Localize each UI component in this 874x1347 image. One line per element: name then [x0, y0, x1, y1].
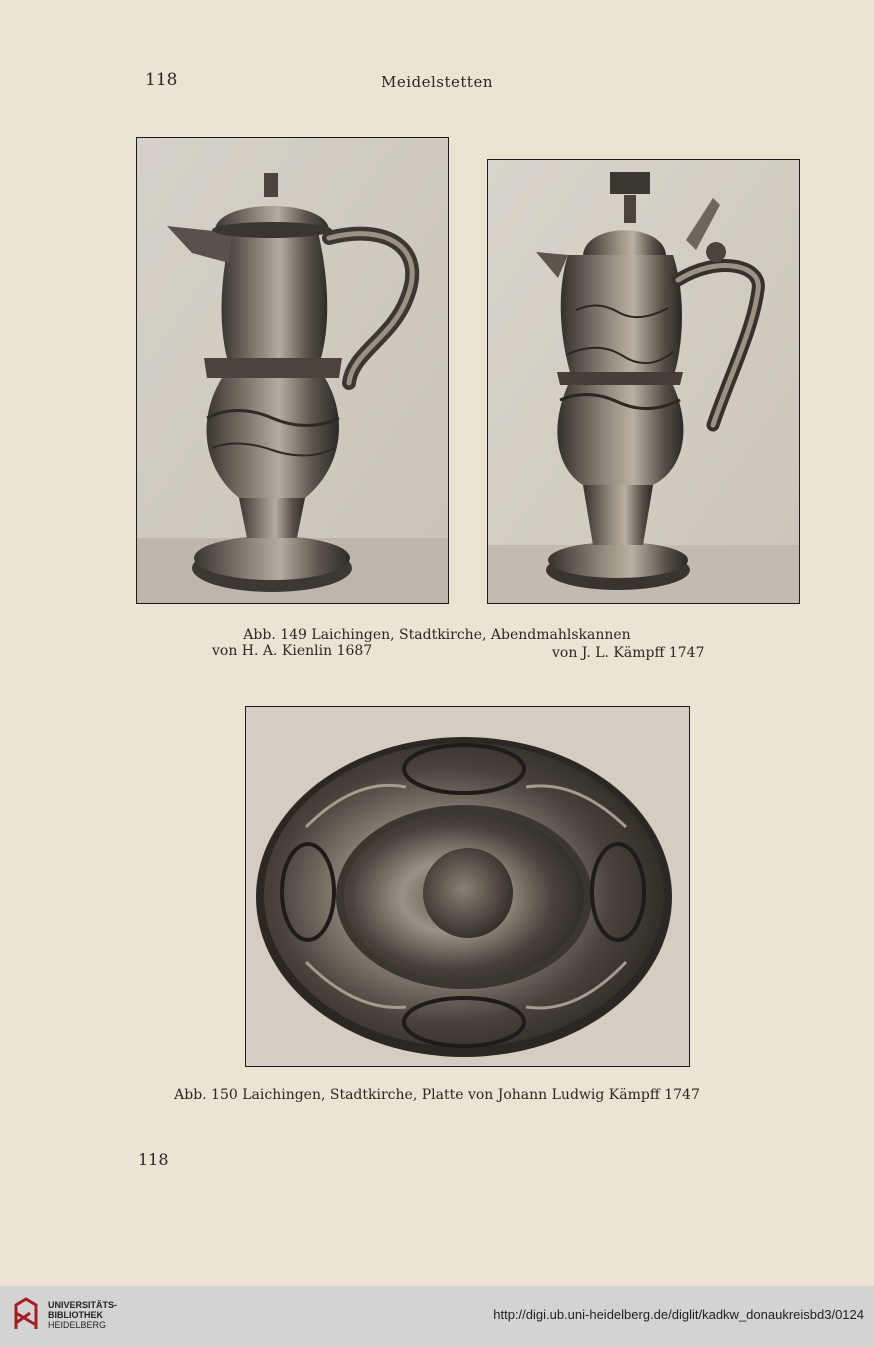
footer-bar: [0, 1286, 874, 1347]
caption-fig150: Abb. 150 Laichingen, Stadtkirche, Platte von Johann Ludwig Kämpff 1747: [174, 1087, 700, 1103]
library-name-line-3: HEIDELBERG: [48, 1320, 107, 1330]
caption-fig149-right: von J. L. Kämpff 1747: [552, 645, 705, 661]
caption-fig149-left: von H. A. Kienlin 1687: [212, 643, 373, 659]
library-name: [48, 1300, 117, 1330]
photo-platter: [245, 706, 690, 1067]
library-name-line-1: UNIVERSITÄTS-: [48, 1300, 118, 1310]
library-name-line-2: BIBLIOTHEK: [48, 1310, 103, 1320]
library-logo-icon: [10, 1295, 42, 1335]
permalink-url[interactable]: http://digi.ub.uni-heidelberg.de/diglit/kadkw_donaukreisbd3/0124: [493, 1307, 864, 1322]
running-head: Meidelstetten: [380, 73, 493, 91]
page-number-top: 118: [145, 70, 178, 90]
caption-fig149-title: Abb. 149 Laichingen, Stadtkirche, Abendmahlskannen: [243, 627, 631, 643]
page-number-bottom: 118: [138, 1150, 169, 1169]
photo-jug-kienlin: [136, 137, 449, 604]
photo-jug-kaempff: [487, 159, 800, 604]
